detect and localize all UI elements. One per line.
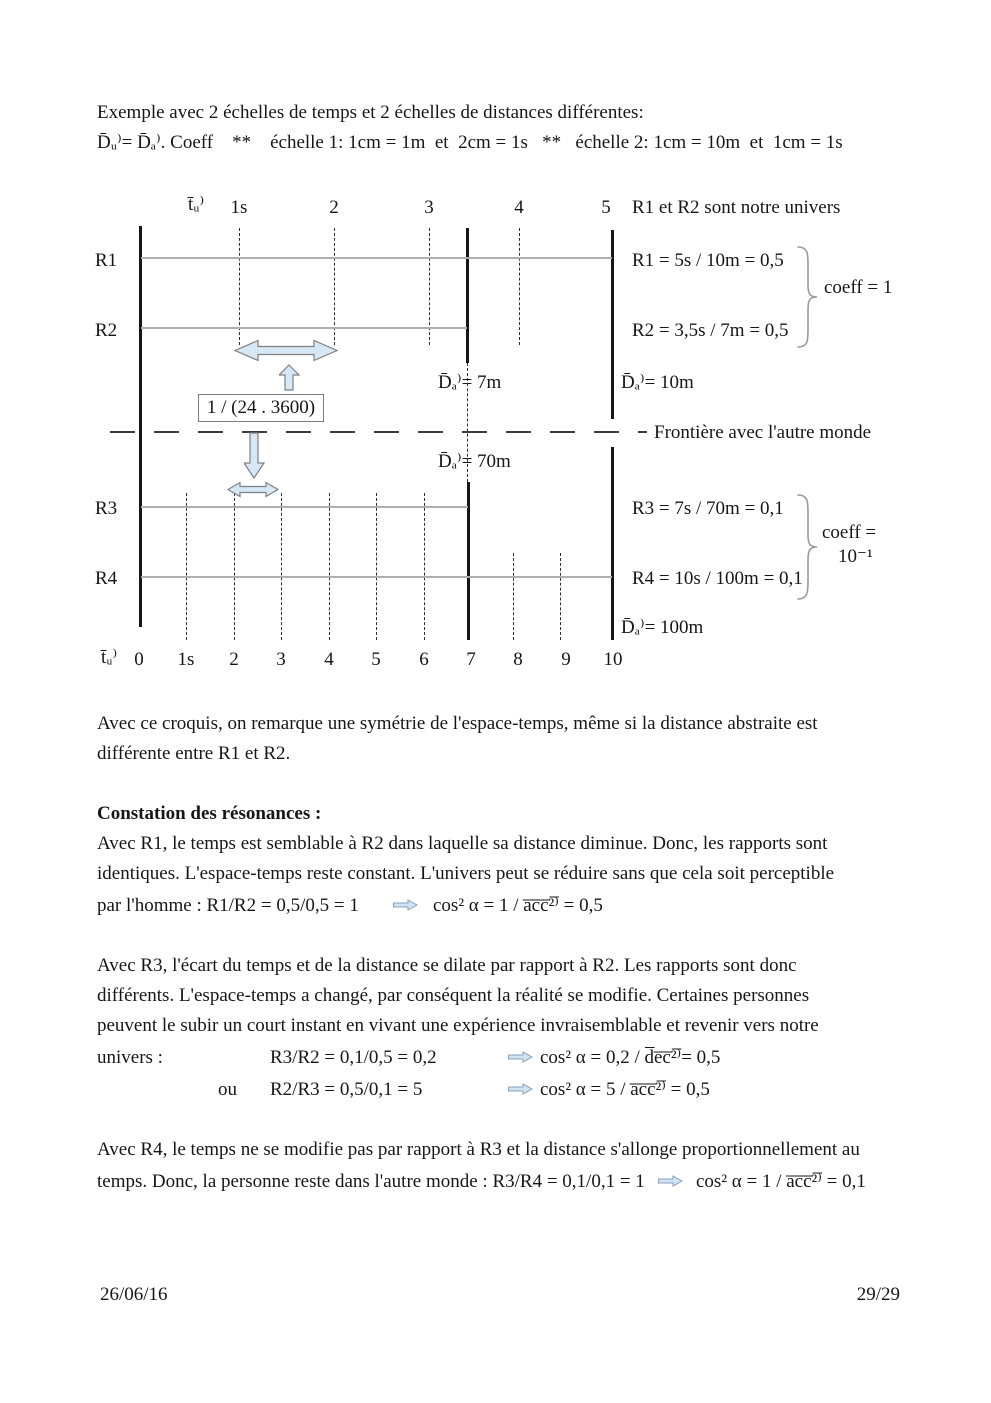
r2-end-line (466, 228, 469, 363)
coeff-bottom-line1: coeff = (822, 522, 877, 543)
right-boundary-bottom (611, 447, 614, 640)
footer-date: 26/06/16 (100, 1284, 168, 1305)
brace-icon (796, 494, 819, 601)
footer-page-number: 29/29 (856, 1284, 900, 1305)
r4-formula-rhs: cos² α = 1 / a̅c̅c̅²̅⁾ = 0,1 (696, 1171, 866, 1192)
double-arrow-icon (234, 339, 338, 362)
da-7m-label: D̄ₐ⁾= 7m (438, 372, 502, 393)
universe-note: R1 et R2 sont notre univers (632, 197, 841, 218)
remark-line: Avec ce croquis, on remarque une symétrie de l'espace-temps, même si la distance abstraite est (97, 713, 818, 734)
up-arrow-icon (279, 364, 300, 391)
time-axis-label-bottom: t̄ᵤ⁾ (101, 647, 118, 668)
bottom-tick-label: 10 (603, 649, 623, 670)
r3-formula2-rhs: cos² α = 5 / a̅c̅c̅²̅⁾ = 0,5 (540, 1079, 710, 1100)
row-label-r4: R4 (95, 568, 118, 589)
r1-formula-lhs: par l'homme : R1/R2 = 0,5/0,5 = 1 (97, 895, 359, 916)
r3-equation: R3 = 7s / 70m = 0,1 (632, 498, 784, 519)
r2-worldline (141, 327, 467, 329)
left-time-axis (139, 226, 142, 627)
gridline-dashed (234, 493, 235, 640)
r4-equation: R4 = 10s / 100m = 0,1 (632, 568, 803, 589)
gridline-dashed (329, 493, 330, 640)
r4-formula-lhs: temps. Donc, la personne reste dans l'autre monde : R3/R4 = 0,1/0,1 = 1 (97, 1171, 645, 1192)
top-tick-label: 2 (329, 197, 339, 218)
row-label-r1: R1 (95, 250, 118, 271)
bottom-tick-label: 4 (324, 649, 334, 670)
r3-formula1-rhs: cos² α = 0,2 / d̅e̅c̅²̅⁾= 0,5 (540, 1047, 721, 1068)
bottom-tick-label: 7 (466, 649, 476, 670)
gridline-dashed (376, 493, 377, 640)
implies-arrow-icon (508, 1051, 533, 1063)
da-10m-label: D̄ₐ⁾= 10m (621, 372, 694, 393)
r3-formula2-intro: ou (218, 1079, 237, 1100)
implies-arrow-icon (658, 1175, 683, 1187)
gridline-dashed (560, 553, 561, 640)
r3-formula1-intro: univers : (97, 1047, 163, 1068)
bottom-tick-label: 9 (561, 649, 571, 670)
r1-paragraph-line: identiques. L'espace-temps reste constant. L'univers peut se réduire sans que cela soit perceptible (97, 863, 835, 884)
row-label-r2: R2 (95, 320, 118, 341)
intro-line-2: D̄ᵤ⁾= D̄ₐ⁾. Coeff ** échelle 1: 1cm = 1m et 2cm = 1s ** échelle 2: 1cm = 10m et 1cm = 1s (97, 132, 843, 153)
r3-worldline (141, 506, 468, 508)
bottom-tick-label: 5 (371, 649, 381, 670)
top-tick-label: 4 (514, 197, 524, 218)
r4-paragraph-line: Avec R4, le temps ne se modifie pas par rapport à R3 et la distance s'allonge proportionnellement au (97, 1139, 860, 1160)
r3-formula-line-2 (97, 1078, 897, 1104)
top-tick-label: 1s (230, 197, 248, 218)
gridline-dashed (519, 228, 520, 345)
r1-equation: R1 = 5s / 10m = 0,5 (632, 250, 784, 271)
r4-formula-line (97, 1170, 957, 1196)
gridline-dashed (513, 553, 514, 640)
bottom-tick-label: 2 (229, 649, 239, 670)
intro-line-1: Exemple avec 2 échelles de temps et 2 échelles de distances différentes: (97, 102, 644, 123)
da-70m-label: D̄ₐ⁾= 70m (438, 451, 511, 472)
small-double-arrow-icon (227, 481, 279, 498)
da-100m-label: D̄ₐ⁾= 100m (621, 617, 704, 638)
down-arrow-icon (244, 432, 265, 479)
frontier-label: Frontière avec l'autre monde (654, 422, 872, 443)
r1-worldline (141, 257, 612, 259)
r3-paragraph-line: peuvent le subir un court instant en vivant une expérience invraisemblable et revenir vers notre (97, 1015, 819, 1036)
gridline-dashed (186, 493, 187, 640)
coeff-top: coeff = 1 (824, 277, 893, 298)
bottom-tick-label: 1s (177, 649, 195, 670)
gridline-dashed (424, 493, 425, 640)
r3-formula-line-1 (97, 1046, 897, 1072)
top-tick-label: 3 (424, 197, 434, 218)
section-heading: Constation des résonances : (97, 803, 322, 824)
bottom-tick-label: 8 (513, 649, 523, 670)
r1-formula-rhs: cos² α = 1 / a̅c̅c̅²̅⁾ = 0,5 (433, 895, 603, 916)
bottom-tick-label: 3 (276, 649, 286, 670)
implies-arrow-icon (393, 899, 418, 911)
gridline-dashed (281, 493, 282, 640)
r4-worldline (141, 576, 612, 578)
top-tick-label: 5 (601, 197, 611, 218)
bottom-tick-label: 6 (419, 649, 429, 670)
r1-paragraph-line: Avec R1, le temps est semblable à R2 dans laquelle sa distance diminue. Donc, les rapports sont (97, 833, 828, 854)
r3-paragraph-line: Avec R3, l'écart du temps et de la distance se dilate par rapport à R2. Les rapports sont donc (97, 955, 797, 976)
coeff-bottom-line2: 10⁻¹ (838, 546, 873, 567)
bottom-tick-label: 0 (134, 649, 144, 670)
frontier-line (110, 431, 647, 433)
remark-line: différente entre R1 et R2. (97, 743, 291, 764)
r3-formula2-lhs: R2/R3 = 0,5/0,1 = 5 (270, 1079, 423, 1100)
row-label-r3: R3 (95, 498, 118, 519)
r2-equation: R2 = 3,5s / 7m = 0,5 (632, 320, 789, 341)
r3-formula1-lhs: R3/R2 = 0,1/0,5 = 0,2 (270, 1047, 437, 1068)
brace-icon (796, 246, 819, 349)
r3-paragraph-line: différents. L'espace-temps a changé, par conséquent la réalité se modifie. Certaines personnes (97, 985, 810, 1006)
conversion-box: 1 / (24 . 3600) (198, 394, 324, 422)
r1-formula-line (97, 894, 897, 920)
implies-arrow-icon (508, 1083, 533, 1095)
time-axis-label-top: t̄ᵤ⁾ (188, 194, 205, 215)
